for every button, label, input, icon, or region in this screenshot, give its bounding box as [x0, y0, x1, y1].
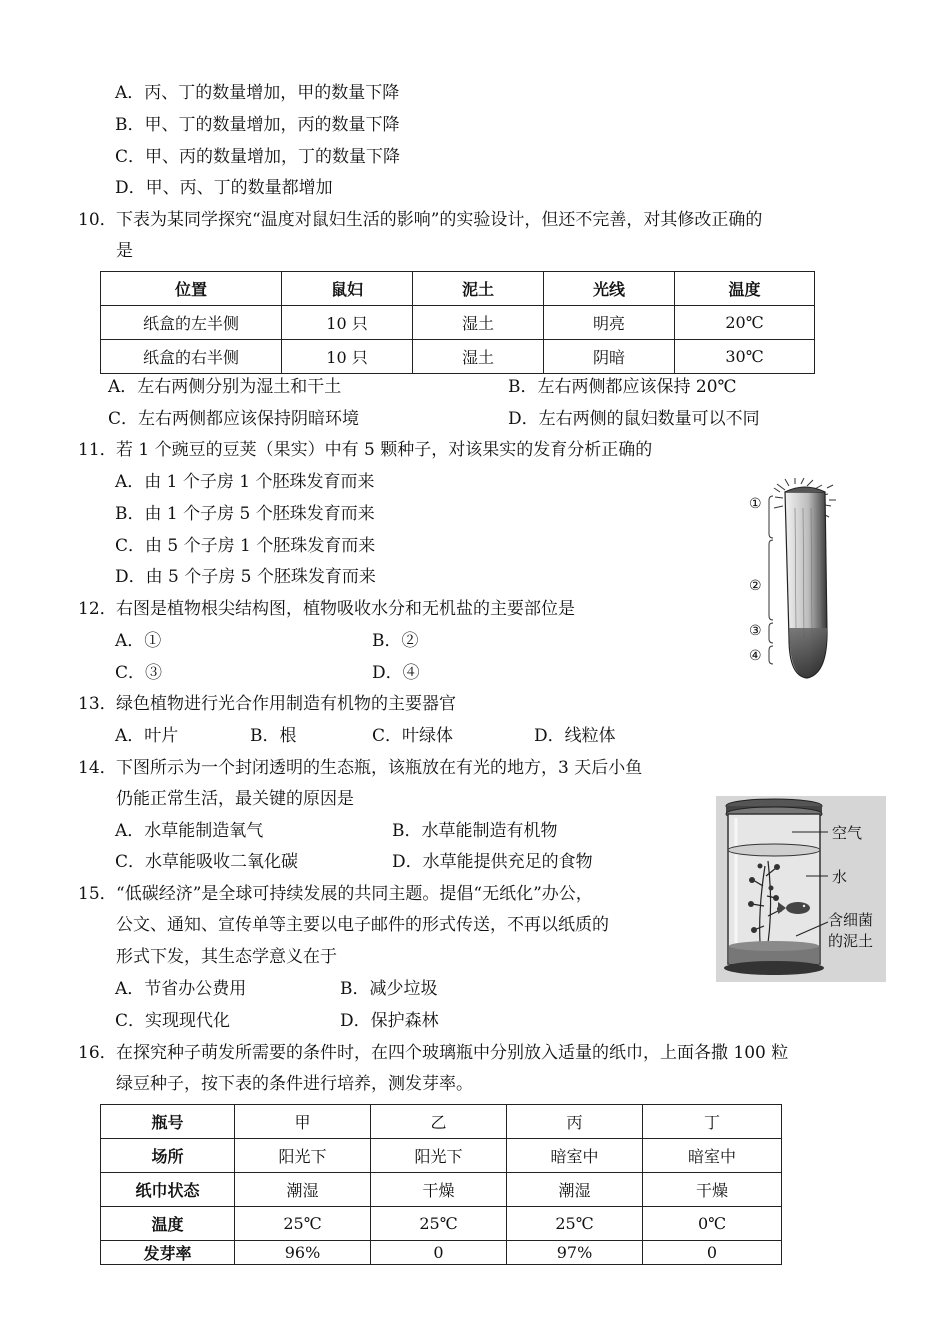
q15-option-b: B．减少垃圾 [340, 979, 438, 999]
root-label-2: ② [749, 578, 762, 594]
q12-stem [78, 598, 575, 620]
question-number: 15． [78, 884, 117, 904]
question-number: 14． [78, 758, 117, 778]
table-cell: 96% [235, 1241, 371, 1265]
table-row-header: 温度 [101, 1207, 235, 1241]
table-cell: 阴暗 [544, 340, 675, 374]
q10-option-c: C．左右两侧都应该保持阴暗环境 [108, 409, 360, 429]
q15-stem-line1 [78, 883, 593, 905]
table-cell: 0 [371, 1241, 507, 1265]
table-row-header: 场所 [101, 1139, 235, 1173]
q10-option-b: B．左右两侧都应该保持 20℃ [508, 377, 737, 397]
table-cell: 阳光下 [371, 1139, 507, 1173]
table-row [101, 1173, 782, 1207]
q14-option-b: B．水草能制造有机物 [392, 821, 558, 841]
q15-stem-text: “低碳经济”是全球可持续发展的共同主题。提倡“无纸化”办公， [116, 884, 593, 904]
table-cell: 0℃ [643, 1207, 782, 1241]
q14-option-d: D．水草能提供充足的食物 [392, 852, 593, 872]
bottle-label-soil-2: 的泥土 [828, 932, 874, 950]
table-row [101, 1207, 782, 1241]
q11-option-b: B．由 1 个子房 5 个胚珠发育而来 [115, 504, 375, 524]
root-label-1: ① [749, 496, 762, 512]
root-tip-figure [745, 478, 865, 683]
table-row [101, 306, 815, 340]
table-row [101, 340, 815, 374]
question-number: 11． [78, 440, 117, 460]
q10-stem-line2: 是 [116, 241, 133, 261]
q16-stem-line2: 绿豆种子，按下表的条件进行培养，测发芽率。 [116, 1074, 473, 1094]
table-cell: 25℃ [507, 1207, 643, 1241]
table-header: 泥土 [413, 272, 544, 306]
q12-stem-text: 右图是植物根尖结构图，植物吸收水分和无机盐的主要部位是 [116, 599, 575, 619]
table-cell: 潮湿 [235, 1173, 371, 1207]
table-row [101, 1105, 782, 1139]
root-tip-illustration [745, 478, 865, 683]
root-label-3: ③ [749, 623, 762, 639]
q12-option-d: D．④ [372, 663, 420, 683]
table-header: 甲 [235, 1105, 371, 1139]
q15-option-d: D．保护森林 [340, 1011, 439, 1031]
q13-option-b: B．根 [250, 726, 297, 746]
table-cell: 干燥 [643, 1173, 782, 1207]
table-header: 位置 [101, 272, 282, 306]
bottle-label-air: 空气 [832, 824, 863, 842]
table-header: 乙 [371, 1105, 507, 1139]
table-cell: 阳光下 [235, 1139, 371, 1173]
q9-option-c: C．甲、丙的数量增加，丁的数量下降 [115, 147, 401, 167]
q15-stem-line2: 公文、通知、宣传单等主要以电子邮件的形式传送，不再以纸质的 [116, 915, 609, 935]
root-label-4: ④ [749, 648, 762, 664]
table-cell: 10 只 [282, 340, 413, 374]
table-header: 丙 [507, 1105, 643, 1139]
table-cell: 30℃ [675, 340, 815, 374]
table-cell: 明亮 [544, 306, 675, 340]
table-cell: 暗室中 [643, 1139, 782, 1173]
table-cell: 10 只 [282, 306, 413, 340]
q12-option-a: A．① [115, 631, 162, 651]
table-cell: 纸盒的右半侧 [101, 340, 282, 374]
q11-stem [78, 439, 652, 461]
q13-stem [78, 693, 456, 715]
q10-stem-line1 [78, 209, 762, 231]
table-header: 瓶号 [101, 1105, 235, 1139]
table-row [101, 272, 815, 306]
q13-stem-text: 绿色植物进行光合作用制造有机物的主要器官 [116, 694, 456, 714]
table-header: 鼠妇 [282, 272, 413, 306]
q15-stem-line3: 形式下发，其生态学意义在于 [116, 947, 337, 967]
table-cell: 0 [643, 1241, 782, 1265]
q14-stem-line1 [78, 757, 642, 779]
q10-option-d: D．左右两侧的鼠妇数量可以不同 [508, 409, 760, 429]
table-cell: 暗室中 [507, 1139, 643, 1173]
table-row [101, 1241, 782, 1265]
table-row [101, 1139, 782, 1173]
q14-stem-text: 下图所示为一个封闭透明的生态瓶，该瓶放在有光的地方，3 天后小鱼 [116, 758, 643, 778]
table-header: 温度 [675, 272, 815, 306]
q15-option-a: A．节省办公费用 [115, 979, 247, 999]
question-number: 12． [78, 599, 117, 619]
q14-option-c: C．水草能吸收二氧化碳 [115, 852, 299, 872]
q11-option-c: C．由 5 个子房 1 个胚珠发育而来 [115, 536, 376, 556]
table-row-header: 纸巾状态 [101, 1173, 235, 1207]
table-header: 光线 [544, 272, 675, 306]
q14-option-a: A．水草能制造氧气 [115, 821, 264, 841]
q13-option-c: C．叶绿体 [372, 726, 454, 746]
q9-option-d: D．甲、丙、丁的数量都增加 [115, 178, 333, 198]
bottle-label-soil-1: 含细菌 [828, 911, 874, 929]
bottle-label-water: 水 [832, 868, 848, 886]
q9-option-a: A．丙、丁的数量增加，甲的数量下降 [115, 83, 400, 103]
table-cell: 湿土 [413, 340, 544, 374]
q13-option-d: D．线粒体 [534, 726, 616, 746]
q12-option-b: B．② [372, 631, 419, 651]
q13-option-a: A．叶片 [115, 726, 179, 746]
table-header: 丁 [643, 1105, 782, 1139]
q9-option-b: B．甲、丁的数量增加，丙的数量下降 [115, 115, 400, 135]
q16-stem-text: 在探究种子萌发所需要的条件时，在四个玻璃瓶中分别放入适量的纸巾，上面各撒 100 粒 [116, 1043, 789, 1063]
q14-stem-line2: 仍能正常生活，最关键的原因是 [116, 789, 354, 809]
table-cell: 20℃ [675, 306, 815, 340]
question-number: 13． [78, 694, 117, 714]
q11-stem-text: 若 1 个豌豆的豆荚（果实）中有 5 颗种子，对该果实的发育分析正确的 [116, 440, 653, 460]
table-cell: 干燥 [371, 1173, 507, 1207]
q10-option-a: A．左右两侧分别为湿土和干土 [108, 377, 342, 397]
table-cell: 纸盒的左半侧 [101, 306, 282, 340]
q16-table [100, 1104, 782, 1265]
eco-bottle-figure [716, 796, 886, 982]
table-cell: 25℃ [371, 1207, 507, 1241]
question-number: 10． [78, 210, 117, 230]
q11-option-a: A．由 1 个子房 1 个胚珠发育而来 [115, 472, 375, 492]
q11-option-d: D．由 5 个子房 5 个胚珠发育而来 [115, 567, 376, 587]
question-number: 16． [78, 1043, 117, 1063]
table-cell: 湿土 [413, 306, 544, 340]
q16-stem-line1 [78, 1042, 788, 1064]
table-cell: 25℃ [235, 1207, 371, 1241]
q10-table [100, 271, 815, 374]
q12-option-c: C．③ [115, 663, 163, 683]
table-cell: 97% [507, 1241, 643, 1265]
table-cell: 潮湿 [507, 1173, 643, 1207]
table-row-header: 发芽率 [101, 1241, 235, 1265]
q10-stem-text: 下表为某同学探究“温度对鼠妇生活的影响”的实验设计，但还不完善，对其修改正确的 [116, 210, 763, 230]
q15-option-c: C．实现现代化 [115, 1011, 231, 1031]
